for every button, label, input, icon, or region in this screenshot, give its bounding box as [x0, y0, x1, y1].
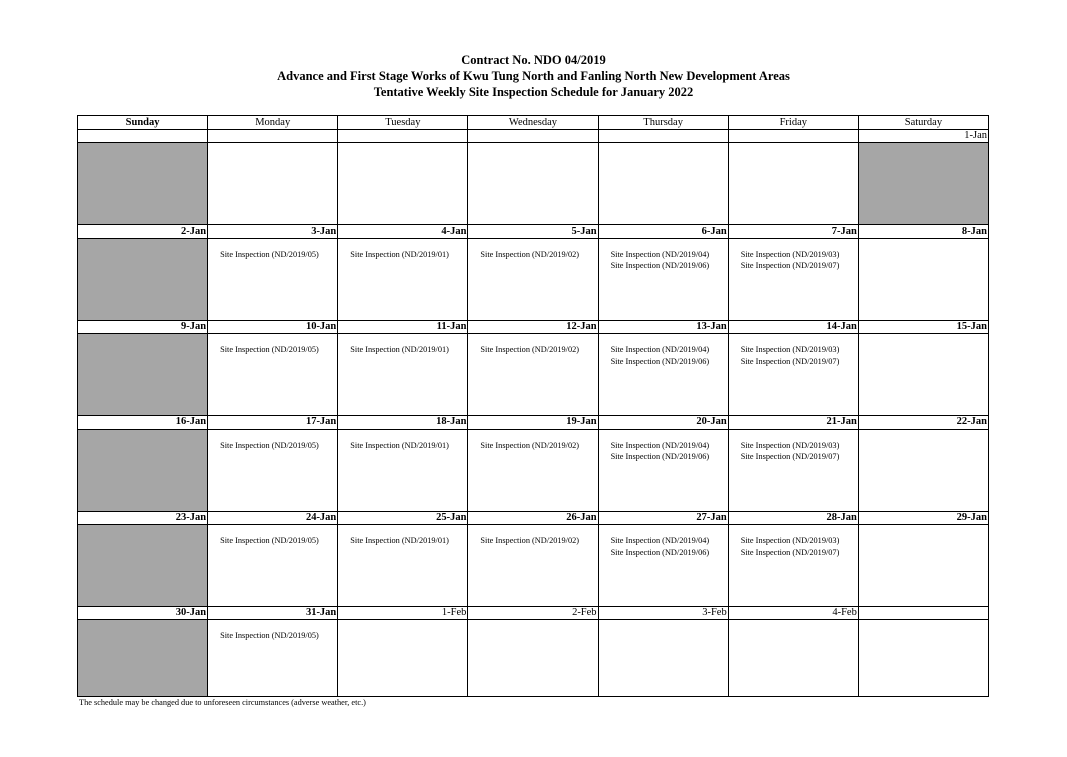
- event-list: [338, 430, 467, 452]
- date-label: 4-Feb: [728, 607, 858, 620]
- site-inspection-entry: Site Inspection (ND/2019/07): [740, 261, 840, 271]
- day-cell: [78, 620, 208, 697]
- weekday-monday: Monday: [208, 116, 338, 130]
- date-label: 9-Jan: [78, 320, 208, 333]
- contract-title: Contract No. NDO 04/2019: [461, 53, 606, 67]
- date-row: [78, 225, 989, 238]
- day-cell: [468, 620, 598, 697]
- site-inspection-entry: Site Inspection (ND/2019/06): [610, 547, 710, 557]
- date-label: 31-Jan: [208, 607, 338, 620]
- site-inspection-entry: Site Inspection (ND/2019/03): [740, 345, 840, 355]
- day-cell: [208, 620, 338, 697]
- date-label: 24-Jan: [208, 511, 338, 524]
- date-label: 15-Jan: [858, 320, 988, 333]
- day-cell: [468, 238, 598, 320]
- site-inspection-entry: Site Inspection (ND/2019/06): [610, 261, 710, 271]
- date-label: 11-Jan: [338, 320, 468, 333]
- weekday-header-row: [78, 116, 989, 130]
- day-cell: [468, 143, 598, 225]
- event-list: [599, 430, 728, 463]
- date-label: 16-Jan: [78, 416, 208, 429]
- date-label: 12-Jan: [468, 320, 598, 333]
- event-list: [468, 525, 597, 547]
- date-label: 4-Jan: [338, 225, 468, 238]
- events-row: [78, 429, 989, 511]
- date-label: 21-Jan: [728, 416, 858, 429]
- date-label: [338, 130, 468, 143]
- event-list: [338, 525, 467, 547]
- site-inspection-entry: Site Inspection (ND/2019/02): [480, 249, 580, 259]
- day-cell: [208, 525, 338, 607]
- day-cell: [858, 238, 988, 320]
- events-row: [78, 238, 989, 320]
- day-cell: [208, 334, 338, 416]
- site-inspection-entry: Site Inspection (ND/2019/05): [220, 345, 319, 355]
- site-inspection-entry: Site Inspection (ND/2019/03): [740, 536, 840, 545]
- site-inspection-entry: Site Inspection (ND/2019/05): [220, 440, 319, 450]
- date-label: 5-Jan: [468, 225, 598, 238]
- site-inspection-entry: Site Inspection (ND/2019/04): [610, 249, 710, 259]
- schedule-title: Tentative Weekly Site Inspection Schedule for January 2022: [373, 85, 694, 99]
- date-label: 20-Jan: [598, 416, 728, 429]
- date-row: [78, 320, 989, 333]
- event-list: [599, 239, 728, 272]
- site-inspection-entry: Site Inspection (ND/2019/05): [220, 631, 319, 641]
- day-cell: [208, 238, 338, 320]
- date-label: 13-Jan: [598, 320, 728, 333]
- site-inspection-entry: Site Inspection (ND/2019/04): [610, 345, 710, 355]
- day-cell: [78, 334, 208, 416]
- date-label: [208, 130, 338, 143]
- event-list: [338, 334, 467, 356]
- event-list: [208, 620, 337, 642]
- day-cell: [728, 143, 858, 225]
- weekday-sunday: Sunday: [78, 116, 208, 130]
- event-list: [468, 239, 597, 261]
- day-cell: [858, 525, 988, 607]
- day-cell: [858, 143, 988, 225]
- day-cell: [78, 525, 208, 607]
- site-inspection-entry: Site Inspection (ND/2019/07): [740, 452, 840, 462]
- date-label: 23-Jan: [78, 511, 208, 524]
- weekday-saturday: Saturday: [858, 116, 988, 130]
- site-inspection-entry: Site Inspection (ND/2019/05): [220, 536, 319, 545]
- events-row: [78, 620, 989, 697]
- date-row: [78, 130, 989, 143]
- calendar-table: [77, 115, 989, 697]
- date-row: [78, 607, 989, 620]
- event-list: [729, 239, 858, 272]
- site-inspection-entry: Site Inspection (ND/2019/03): [740, 249, 840, 259]
- day-cell: [468, 525, 598, 607]
- day-cell: [598, 429, 728, 511]
- date-label: 8-Jan: [858, 225, 988, 238]
- site-inspection-entry: Site Inspection (ND/2019/01): [350, 440, 449, 450]
- day-cell: [598, 525, 728, 607]
- day-cell: [78, 143, 208, 225]
- weekday-wednesday: Wednesday: [468, 116, 598, 130]
- day-cell: [598, 238, 728, 320]
- site-inspection-entry: Site Inspection (ND/2019/02): [480, 440, 580, 450]
- site-inspection-entry: Site Inspection (ND/2019/06): [610, 452, 710, 462]
- date-row: [78, 511, 989, 524]
- date-label: 19-Jan: [468, 416, 598, 429]
- event-list: [599, 525, 728, 558]
- site-inspection-entry: Site Inspection (ND/2019/03): [740, 440, 840, 450]
- day-cell: [858, 620, 988, 697]
- site-inspection-entry: Site Inspection (ND/2019/02): [480, 536, 580, 545]
- site-inspection-entry: Site Inspection (ND/2019/01): [350, 536, 449, 545]
- date-label: [728, 130, 858, 143]
- day-cell: [338, 429, 468, 511]
- date-label: 7-Jan: [728, 225, 858, 238]
- day-cell: [338, 525, 468, 607]
- site-inspection-entry: Site Inspection (ND/2019/01): [350, 345, 449, 355]
- event-list: [729, 334, 858, 367]
- day-cell: [728, 238, 858, 320]
- date-label: [598, 130, 728, 143]
- event-list: [208, 525, 337, 547]
- day-cell: [338, 143, 468, 225]
- date-label: 2-Feb: [468, 607, 598, 620]
- site-inspection-entry: Site Inspection (ND/2019/04): [610, 440, 710, 450]
- day-cell: [598, 334, 728, 416]
- day-cell: [858, 334, 988, 416]
- date-label: 3-Jan: [208, 225, 338, 238]
- date-label: 28-Jan: [728, 511, 858, 524]
- event-list: [729, 525, 858, 558]
- day-cell: [598, 620, 728, 697]
- day-cell: [468, 429, 598, 511]
- date-label: 14-Jan: [728, 320, 858, 333]
- event-list: [729, 430, 858, 463]
- date-label: 30-Jan: [78, 607, 208, 620]
- weekday-tuesday: Tuesday: [338, 116, 468, 130]
- event-list: [208, 430, 337, 452]
- day-cell: [728, 334, 858, 416]
- date-label: 1-Feb: [338, 607, 468, 620]
- site-inspection-entry: Site Inspection (ND/2019/06): [610, 356, 710, 366]
- date-label: 26-Jan: [468, 511, 598, 524]
- site-inspection-entry: Site Inspection (ND/2019/07): [740, 547, 840, 557]
- day-cell: [598, 143, 728, 225]
- site-inspection-entry: Site Inspection (ND/2019/01): [350, 249, 449, 259]
- date-label: 6-Jan: [598, 225, 728, 238]
- date-label: 25-Jan: [338, 511, 468, 524]
- date-label: 10-Jan: [208, 320, 338, 333]
- project-title: Advance and First Stage Works of Kwu Tung North and Fanling North New Development Areas: [277, 69, 790, 83]
- day-cell: [338, 334, 468, 416]
- date-label: 17-Jan: [208, 416, 338, 429]
- day-cell: [858, 429, 988, 511]
- site-inspection-entry: Site Inspection (ND/2019/05): [220, 249, 319, 259]
- events-row: [78, 143, 989, 225]
- event-list: [208, 239, 337, 261]
- events-row: [78, 525, 989, 607]
- date-label: 22-Jan: [858, 416, 988, 429]
- date-label: 27-Jan: [598, 511, 728, 524]
- day-cell: [78, 429, 208, 511]
- day-cell: [728, 620, 858, 697]
- date-label: 29-Jan: [858, 511, 988, 524]
- site-inspection-entry: Site Inspection (ND/2019/02): [480, 345, 580, 355]
- weekday-friday: Friday: [728, 116, 858, 130]
- day-cell: [338, 620, 468, 697]
- weekday-thursday: Thursday: [598, 116, 728, 130]
- date-row: [78, 416, 989, 429]
- date-label: [468, 130, 598, 143]
- date-label: 1-Jan: [858, 130, 988, 143]
- day-cell: [208, 429, 338, 511]
- date-label: 2-Jan: [78, 225, 208, 238]
- events-row: [78, 334, 989, 416]
- event-list: [468, 334, 597, 356]
- day-cell: [78, 238, 208, 320]
- event-list: [468, 430, 597, 452]
- day-cell: [208, 143, 338, 225]
- site-inspection-entry: Site Inspection (ND/2019/04): [610, 536, 710, 545]
- day-cell: [728, 525, 858, 607]
- day-cell: [728, 429, 858, 511]
- date-label: [858, 607, 988, 620]
- event-list: [599, 334, 728, 367]
- site-inspection-entry: Site Inspection (ND/2019/07): [740, 356, 840, 366]
- date-label: 3-Feb: [598, 607, 728, 620]
- footnote: The schedule may be changed due to unforeseen circumstances (adverse weather, etc.): [79, 698, 366, 707]
- event-list: [338, 239, 467, 261]
- event-list: [208, 334, 337, 356]
- date-label: 18-Jan: [338, 416, 468, 429]
- day-cell: [468, 334, 598, 416]
- date-label: [78, 130, 208, 143]
- day-cell: [338, 238, 468, 320]
